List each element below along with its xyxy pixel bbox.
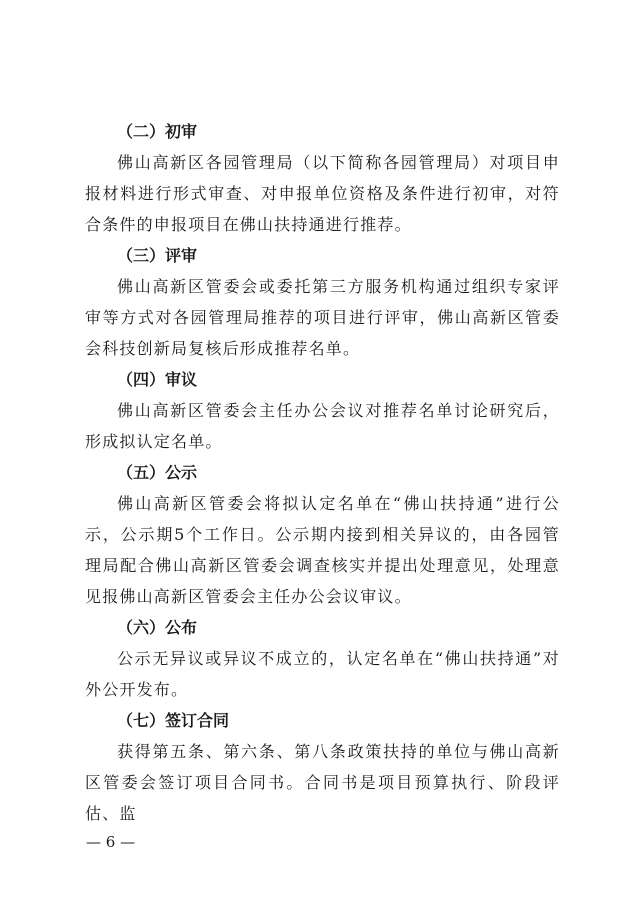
section-body-contract-signing: 获得第五条、第六条、第八条政策扶持的单位与佛山高新区管委会签订项目合同书。合同书是项目预算执行、阶段评估、监 <box>85 742 560 823</box>
section-heading-publication: （六）公布 <box>117 618 198 637</box>
section-heading-preliminary-review: （二）初审 <box>117 122 198 141</box>
section-heading-public-notice: （五）公示 <box>117 463 198 482</box>
section-body-evaluation: 佛山高新区管委会或委托第三方服务机构通过组织专家评审等方式对各园管理局推荐的项目进行评审，佛山高新区管委会科技创新局复核后形成推荐名单。 <box>85 277 560 358</box>
section-body-public-notice: 佛山高新区管委会将拟认定名单在“佛山扶持通”进行公示，公示期5个工作日。公示期内接到相关异议的，由各园管理局配合佛山高新区管委会调查核实并提出处理意见，处理意见报佛山高新区管委会主任办公会议审议。 <box>85 494 560 606</box>
section-body-publication: 公示无异议或异议不成立的，认定名单在“佛山扶持通”对外公开发布。 <box>85 649 560 699</box>
section-heading-deliberation: （四）审议 <box>117 370 198 389</box>
page-number: — 6 — <box>86 833 136 851</box>
section-body-preliminary-review: 佛山高新区各园管理局（以下简称各园管理局）对项目申报材料进行形式审查、对申报单位资格及条件进行初审，对符合条件的申报项目在佛山扶持通进行推荐。 <box>85 153 560 234</box>
section-body-deliberation: 佛山高新区管委会主任办公会议对推荐名单讨论研究后，形成拟认定名单。 <box>85 401 560 451</box>
section-heading-contract-signing: （七）签订合同 <box>117 711 230 730</box>
document-body <box>85 116 560 829</box>
section-heading-evaluation: （三）评审 <box>117 246 198 265</box>
